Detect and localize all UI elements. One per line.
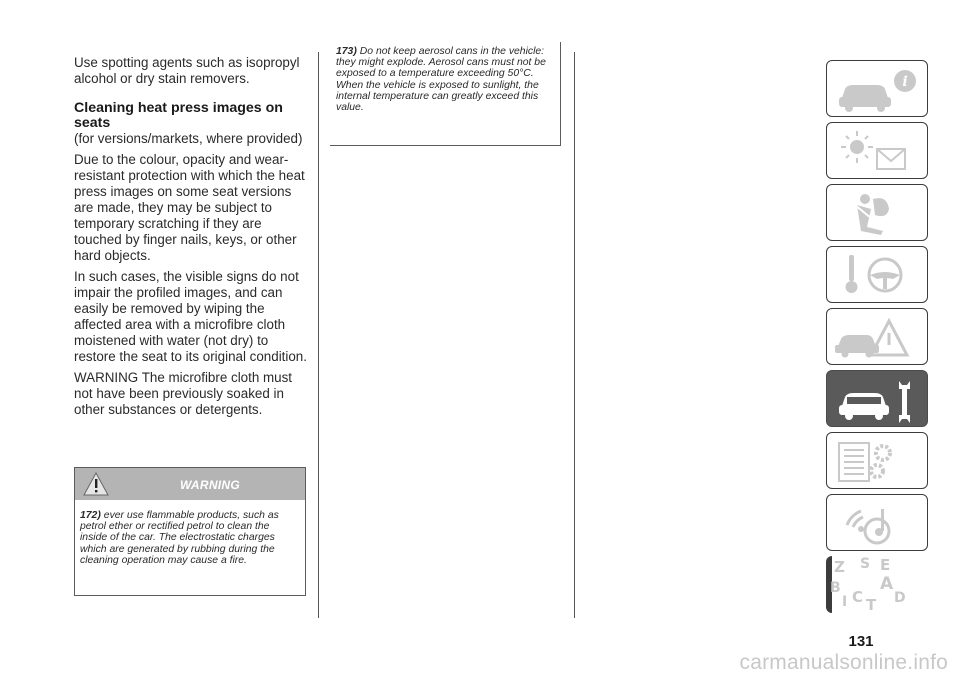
car-info-icon — [827, 61, 928, 117]
warning-title: WARNING — [179, 478, 241, 492]
svg-text:S: S — [860, 556, 871, 572]
chapter-tab-lights[interactable] — [826, 122, 928, 179]
section-heading: Cleaning heat press images on seats — [74, 100, 283, 131]
paragraph-heat-press: Due to the colour, opacity and wear-resistant protection with which the heat press images on some seat versions are made, they may be subject to temporary scratching if they are touched by finger nails, keys, or other hard objects. — [74, 152, 305, 263]
warning-note-text: ever use flammable products, such as petrol ether or rectified petrol to clean the inside of the car. The electrostatic charges which are generated by rubbing during the cleaning operation may cause a fire. — [80, 510, 279, 566]
svg-text:E: E — [880, 556, 891, 574]
chapter-tab-starting[interactable] — [826, 246, 928, 303]
column-divider-left — [318, 52, 319, 618]
column-divider-right — [574, 52, 575, 618]
chapter-tab-emergency[interactable] — [826, 308, 928, 365]
chapter-tab-maintenance[interactable] — [826, 370, 928, 427]
svg-text:Z: Z — [834, 558, 845, 576]
svg-text:C: C — [852, 588, 864, 606]
chapter-tab-technical-data[interactable] — [826, 432, 928, 489]
warning-box — [74, 467, 306, 596]
chapter-tab-safety[interactable] — [826, 184, 928, 241]
seat-airbag-icon — [827, 185, 928, 241]
aerosol-note-text: Do not keep aerosol cans in the vehicle: they might explode. Aerosol cans must not be exposed to a temperature exceeding 50°C. When the vehicle is exposed to sunlight, the internal temperature can greatly exceed this value. — [336, 46, 546, 114]
svg-text:i: i — [902, 74, 908, 90]
key-steering-wheel-icon — [827, 247, 928, 303]
svg-text:T: T — [866, 596, 877, 613]
car-accident-icon — [827, 309, 928, 365]
chapter-tab-index[interactable] — [826, 556, 928, 613]
warning-paragraph: WARNING The microfibre cloth must not have been previously soaked in other substances or detergents. — [74, 370, 293, 417]
left-column — [74, 55, 308, 418]
svg-text:D: D — [894, 590, 906, 606]
watermark: carmanualsonline.info — [739, 651, 948, 674]
lights-envelope-icon — [827, 123, 928, 179]
page-number: 131 — [848, 633, 874, 650]
section-subheading: (for versions/markets, where provided) — [74, 131, 303, 146]
list-gears-icon — [827, 433, 928, 489]
alphabet-index-icon — [826, 556, 928, 613]
warning-header — [75, 468, 305, 500]
paragraph-removal: In such cases, the visible signs do not impair the profiled images, and can easily be removed by wiping the affected area with a microfibre cloth moistened with water (not dry) to restore the seat to its original condition. — [74, 269, 307, 364]
warning-note — [75, 500, 305, 566]
svg-text:B: B — [830, 580, 841, 596]
svg-text:I: I — [842, 594, 848, 610]
aerosol-note-number: 173) — [336, 46, 357, 57]
aerosol-note-box — [330, 42, 561, 146]
svg-text:A: A — [880, 574, 894, 594]
intro-paragraph: Use spotting agents such as isopropyl alcohol or dry stain removers. — [74, 55, 300, 86]
warning-note-number: 172) — [80, 510, 101, 521]
chapter-tab-dashboard[interactable] — [826, 60, 928, 117]
multimedia-icon — [827, 495, 928, 551]
chapter-tab-multimedia[interactable] — [826, 494, 928, 551]
car-wrench-icon — [827, 371, 928, 427]
